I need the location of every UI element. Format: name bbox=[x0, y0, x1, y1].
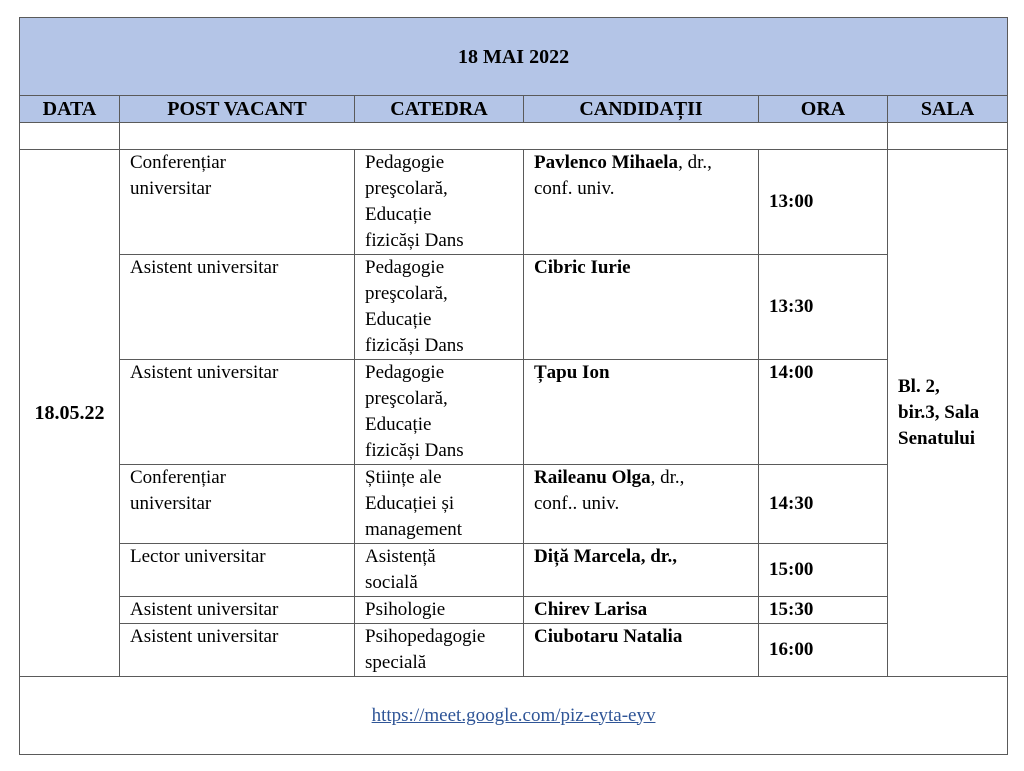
catedra-cell bbox=[355, 624, 524, 677]
candidate-cell bbox=[524, 544, 759, 597]
catedra-line: Psihologie bbox=[365, 599, 446, 620]
time-cell: 16:00 bbox=[759, 624, 888, 677]
post-line: Conferențiar bbox=[130, 467, 227, 488]
candidate-cell bbox=[524, 597, 759, 624]
candidate-line bbox=[534, 544, 752, 570]
candidate-name: Ciubotaru Natalia bbox=[534, 626, 683, 647]
blank-row bbox=[20, 123, 1008, 150]
post-cell bbox=[120, 597, 355, 624]
candidate-cell bbox=[524, 150, 759, 255]
candidate-title: conf.. univ. bbox=[534, 493, 620, 514]
candidate-line bbox=[534, 597, 752, 623]
catedra-line: Pedagogie bbox=[365, 362, 445, 383]
time-cell: 14:00 bbox=[759, 360, 888, 465]
post-line: Asistent universitar bbox=[130, 362, 279, 383]
time-cell: 15:30 bbox=[759, 597, 888, 624]
header-catedra: CATEDRA bbox=[355, 96, 524, 123]
post-line: Conferențiar bbox=[130, 152, 227, 173]
catedra-line: Pedagogie bbox=[365, 257, 445, 278]
catedra-line: preşcolară, bbox=[365, 178, 448, 199]
catedra-cell bbox=[355, 150, 524, 255]
header-data: DATA bbox=[20, 96, 120, 123]
candidate-cell bbox=[524, 465, 759, 544]
time-cell: 13:00 bbox=[759, 150, 888, 255]
room-line: Senatului bbox=[898, 428, 976, 449]
catedra-cell bbox=[355, 597, 524, 624]
post-line: universitar bbox=[130, 178, 212, 199]
room-cell bbox=[888, 150, 1008, 677]
catedra-line: fizicăși Dans bbox=[365, 230, 464, 251]
candidate-line bbox=[534, 624, 752, 650]
post-cell bbox=[120, 150, 355, 255]
header-ora: ORA bbox=[759, 96, 888, 123]
header-post: POST VACANT bbox=[120, 96, 355, 123]
table-row bbox=[20, 465, 1008, 544]
meeting-link[interactable]: https://meet.google.com/piz-eyta-eyv bbox=[371, 704, 656, 726]
table-row bbox=[20, 597, 1008, 624]
candidate-name: Diță Marcela, dr., bbox=[534, 546, 678, 567]
time-cell: 13:30 bbox=[759, 255, 888, 360]
candidate-line bbox=[534, 360, 752, 386]
candidate-name: Raileanu Olga bbox=[534, 467, 651, 488]
post-line: universitar bbox=[130, 493, 212, 514]
time-cell: 15:00 bbox=[759, 544, 888, 597]
post-line: Lector universitar bbox=[130, 546, 266, 567]
candidate-line bbox=[534, 150, 752, 176]
post-cell bbox=[120, 255, 355, 360]
table-row bbox=[20, 544, 1008, 597]
candidate-cell bbox=[524, 255, 759, 360]
schedule-rows bbox=[20, 150, 1008, 677]
catedra-line: Educației și bbox=[365, 493, 455, 514]
catedra-cell bbox=[355, 544, 524, 597]
candidate-name: Chirev Larisa bbox=[534, 599, 648, 620]
meeting-link-cell bbox=[20, 677, 1008, 755]
candidate-name: Pavlenco Mihaela bbox=[534, 152, 679, 173]
catedra-line: Asistență bbox=[365, 546, 436, 567]
candidate-title: , dr., bbox=[678, 152, 712, 173]
catedra-cell bbox=[355, 255, 524, 360]
candidate-cell bbox=[524, 624, 759, 677]
table-row bbox=[20, 150, 1008, 255]
header-candidati: CANDIDAȚII bbox=[524, 96, 759, 123]
candidate-name: Cibric Iurie bbox=[534, 257, 631, 278]
room-line: Bl. 2, bbox=[898, 376, 940, 397]
post-cell bbox=[120, 360, 355, 465]
post-cell bbox=[120, 544, 355, 597]
candidate-title: , dr., bbox=[650, 467, 685, 488]
catedra-line: specială bbox=[365, 652, 427, 673]
catedra-line: preşcolară, bbox=[365, 388, 448, 409]
catedra-line: Științe ale bbox=[365, 467, 442, 488]
catedra-line: Educație bbox=[365, 204, 432, 225]
catedra-line: Educație bbox=[365, 309, 432, 330]
header-sala: SALA bbox=[888, 96, 1008, 123]
catedra-line: fizicăși Dans bbox=[365, 335, 464, 356]
table-row bbox=[20, 360, 1008, 465]
schedule-table bbox=[19, 17, 1008, 755]
catedra-line: Psihopedagogie bbox=[365, 626, 486, 647]
table-title: 18 MAI 2022 bbox=[20, 18, 1008, 96]
candidate-title: conf. univ. bbox=[534, 178, 615, 199]
table-row bbox=[20, 255, 1008, 360]
post-cell bbox=[120, 465, 355, 544]
catedra-line: Educație bbox=[365, 414, 432, 435]
post-line: Asistent universitar bbox=[130, 599, 279, 620]
time-cell: 14:30 bbox=[759, 465, 888, 544]
post-line: Asistent universitar bbox=[130, 257, 279, 278]
post-cell bbox=[120, 624, 355, 677]
catedra-line: fizicăși Dans bbox=[365, 440, 464, 461]
candidate-name: Țapu Ion bbox=[534, 362, 610, 383]
post-line: Asistent universitar bbox=[130, 626, 279, 647]
catedra-cell bbox=[355, 360, 524, 465]
header-row bbox=[20, 96, 1008, 123]
table-row bbox=[20, 624, 1008, 677]
catedra-line: management bbox=[365, 519, 463, 540]
candidate-cell bbox=[524, 360, 759, 465]
room-line: bir.3, Sala bbox=[898, 402, 980, 423]
catedra-cell bbox=[355, 465, 524, 544]
catedra-line: Pedagogie bbox=[365, 152, 445, 173]
catedra-line: socială bbox=[365, 572, 418, 593]
candidate-line bbox=[534, 465, 752, 491]
date-cell: 18.05.22 bbox=[20, 150, 120, 677]
candidate-line bbox=[534, 255, 752, 281]
catedra-line: preşcolară, bbox=[365, 283, 448, 304]
